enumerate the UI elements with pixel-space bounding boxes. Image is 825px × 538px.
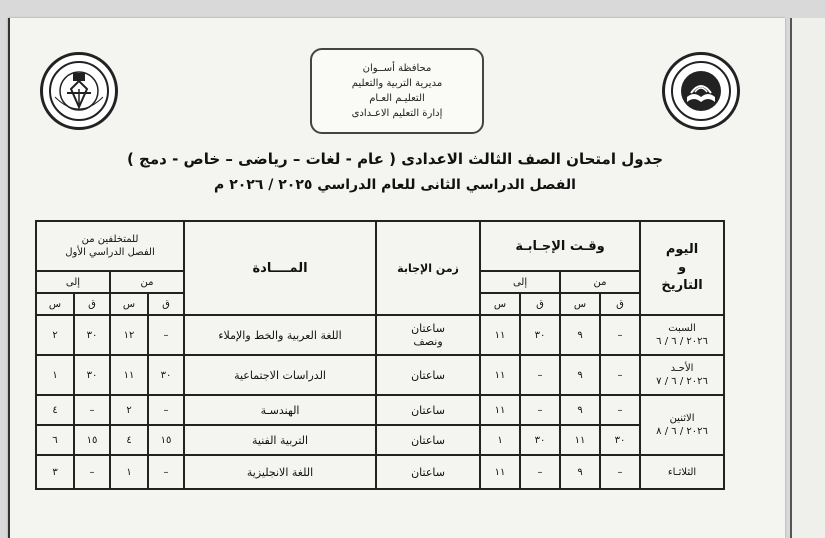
failed-to-minute-cell: – bbox=[74, 455, 110, 489]
subject-cell: الدراسات الاجتماعية bbox=[184, 355, 376, 395]
to-hour-cell: ١١ bbox=[480, 315, 520, 355]
from-hour-cell: ٩ bbox=[560, 455, 600, 489]
from-hour-cell: ٩ bbox=[560, 395, 600, 425]
failed-to-hour-cell: ٦ bbox=[36, 425, 74, 455]
to-minute-cell: – bbox=[520, 355, 560, 395]
day-date-cell: الثلاثـاء bbox=[640, 455, 724, 489]
governorate-seal-icon bbox=[47, 59, 111, 123]
failed-to-minute-cell: – bbox=[74, 395, 110, 425]
duration-cell: ساعتان bbox=[376, 355, 480, 395]
from-q-header: ق bbox=[600, 293, 640, 315]
stamp-line: مديرية التربية والتعليم bbox=[351, 78, 443, 89]
failed-to-hour-cell: ٣ bbox=[36, 455, 74, 489]
to-minute-cell: ٣٠ bbox=[520, 425, 560, 455]
to-s-header: س bbox=[480, 293, 520, 315]
table-row bbox=[36, 315, 724, 355]
document-subtitle: الفصل الدراسي الثانى للعام الدراسي ٢٠٢٥ / ٢٠٢٦ م bbox=[214, 177, 576, 193]
failed-from-hour-cell: ١٢ bbox=[110, 315, 148, 355]
duration-cell: ساعتان bbox=[376, 455, 480, 489]
failed-from-minute-cell: – bbox=[148, 395, 184, 425]
governorate-seal-logo bbox=[40, 52, 118, 130]
from-header: من bbox=[560, 271, 640, 293]
to-q-header: ق bbox=[520, 293, 560, 315]
failed-from-minute-cell: – bbox=[148, 455, 184, 489]
subject-cell: اللغة العربية والخط والإملاء bbox=[184, 315, 376, 355]
failed-from-hour-cell: ٢ bbox=[110, 395, 148, 425]
table-row bbox=[36, 355, 724, 395]
subject-cell: الهندسـة bbox=[184, 395, 376, 425]
day-date-cell: الأحـد ٢٠٢٦ / ٦ / ٧ bbox=[640, 355, 724, 395]
from-minute-cell: ٣٠ bbox=[600, 425, 640, 455]
page-margin bbox=[792, 18, 825, 538]
directorate-stamp bbox=[310, 48, 484, 134]
failed-from-q-header: ق bbox=[148, 293, 184, 315]
failed-from-minute-cell: ٣٠ bbox=[148, 355, 184, 395]
duration-cell: ساعتان ونصف bbox=[376, 315, 480, 355]
subject-cell: التربية الفنية bbox=[184, 425, 376, 455]
failed-students-label: للمتخلفين من الفصل الدراسي الأول bbox=[65, 234, 155, 258]
to-hour-cell: ١١ bbox=[480, 455, 520, 489]
from-minute-cell: – bbox=[600, 315, 640, 355]
day-date-header bbox=[640, 221, 724, 315]
duration-cell: ساعتان bbox=[376, 425, 480, 455]
stamp-line: إدارة التعليم الاعـدادى bbox=[351, 108, 443, 119]
failed-to-minute-cell: ٣٠ bbox=[74, 315, 110, 355]
failed-to-minute-cell: ٣٠ bbox=[74, 355, 110, 395]
failed-from-hour-cell: ٤ bbox=[110, 425, 148, 455]
from-minute-cell: – bbox=[600, 395, 640, 425]
answer-time-header: وقـت الإجـابـة bbox=[480, 221, 640, 271]
from-hour-cell: ١١ bbox=[560, 425, 600, 455]
failed-from-s-header: س bbox=[110, 293, 148, 315]
from-minute-cell: – bbox=[600, 355, 640, 395]
failed-to-hour-cell: ٤ bbox=[36, 395, 74, 425]
from-hour-cell: ٩ bbox=[560, 315, 600, 355]
failed-from-minute-cell: ١٥ bbox=[148, 425, 184, 455]
duration-cell: ساعتان bbox=[376, 395, 480, 425]
to-header: إلى bbox=[480, 271, 560, 293]
to-minute-cell: ٣٠ bbox=[520, 315, 560, 355]
table-row bbox=[36, 425, 724, 455]
failed-to-hour-cell: ١ bbox=[36, 355, 74, 395]
duration-header: زمن الإجابة bbox=[376, 221, 480, 315]
stamp-line: التعليـم العـام bbox=[369, 93, 425, 104]
book-emblem-icon bbox=[669, 59, 733, 123]
failed-from-hour-cell: ١١ bbox=[110, 355, 148, 395]
failed-to-minute-cell: ١٥ bbox=[74, 425, 110, 455]
exam-schedule-table bbox=[35, 220, 725, 490]
from-hour-cell: ٩ bbox=[560, 355, 600, 395]
failed-from-minute-cell: – bbox=[148, 315, 184, 355]
day-date-label: اليوم و التاريخ bbox=[661, 242, 703, 293]
failed-to-s-header: س bbox=[36, 293, 74, 315]
to-minute-cell: – bbox=[520, 395, 560, 425]
subject-cell: اللغة الانجليزية bbox=[184, 455, 376, 489]
stamp-line: محافظة أســوان bbox=[362, 63, 432, 74]
failed-students-header bbox=[36, 221, 184, 271]
document-title: جدول امتحان الصف الثالث الاعدادى ( عام - لغات – رياضى – خاص - دمج ) bbox=[126, 150, 664, 168]
education-directorate-seal-logo bbox=[662, 52, 740, 130]
to-hour-cell: ١١ bbox=[480, 395, 520, 425]
to-hour-cell: ١ bbox=[480, 425, 520, 455]
subject-header: المــــادة bbox=[184, 221, 376, 315]
failed-to-q-header: ق bbox=[74, 293, 110, 315]
table-row bbox=[36, 395, 724, 425]
to-hour-cell: ١١ bbox=[480, 355, 520, 395]
failed-to-hour-cell: ٢ bbox=[36, 315, 74, 355]
failed-to-header: إلى bbox=[36, 271, 110, 293]
table-row bbox=[36, 455, 724, 489]
from-minute-cell: – bbox=[600, 455, 640, 489]
day-date-cell: الاثنين ٢٠٢٦ / ٦ / ٨ bbox=[640, 395, 724, 455]
from-s-header: س bbox=[560, 293, 600, 315]
to-minute-cell: – bbox=[520, 455, 560, 489]
day-date-cell: السبت ٢٠٢٦ / ٦ / ٦ bbox=[640, 315, 724, 355]
failed-from-hour-cell: ١ bbox=[110, 455, 148, 489]
failed-from-header: من bbox=[110, 271, 184, 293]
